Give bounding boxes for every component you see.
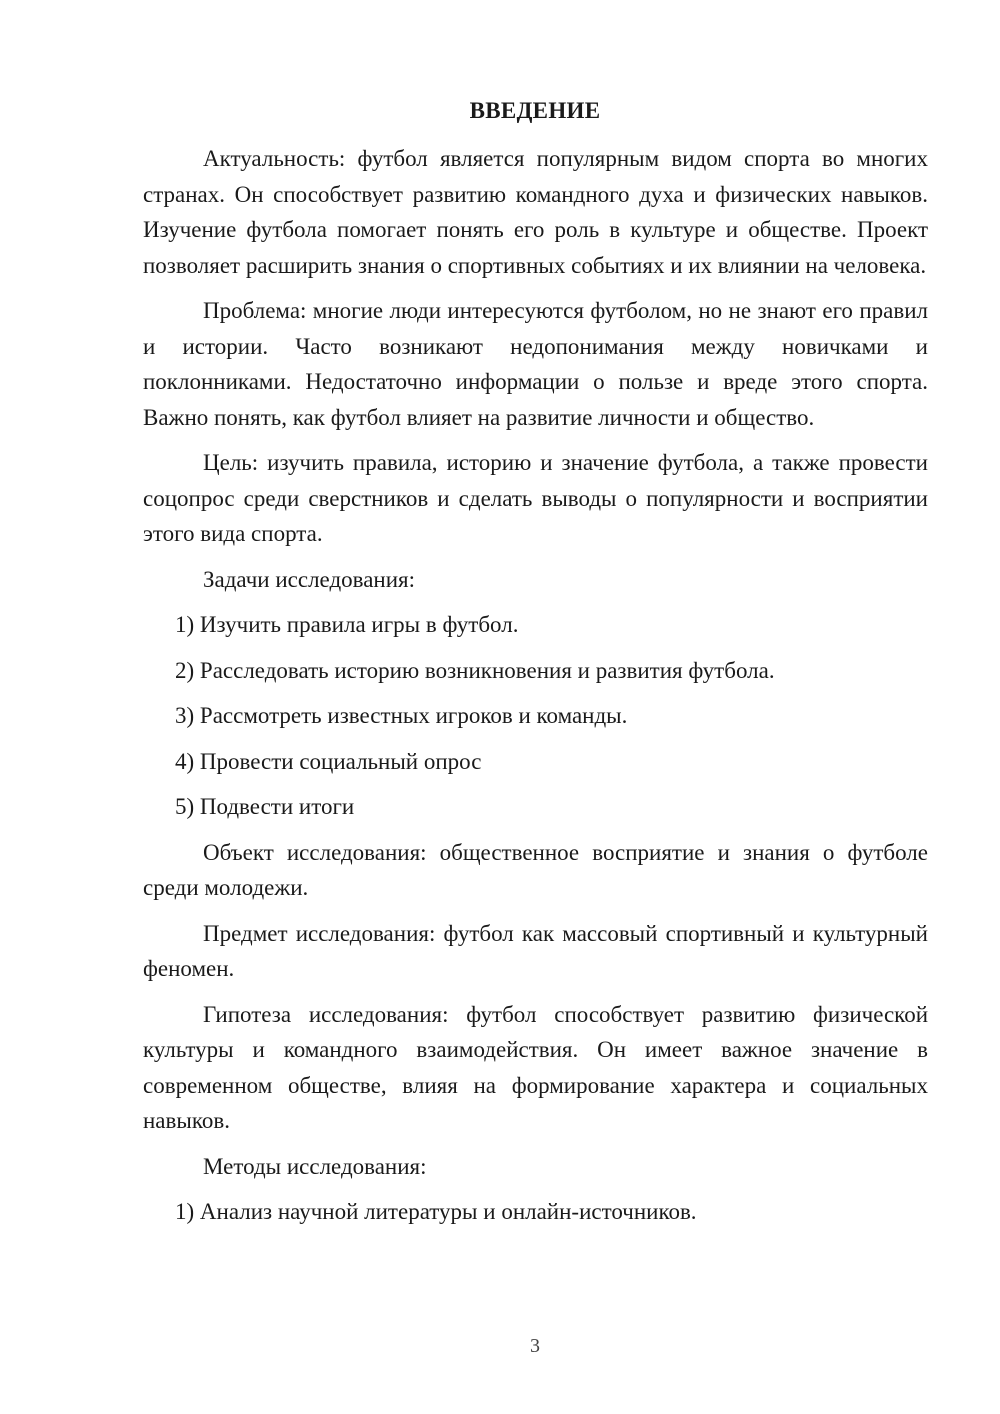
list-item: 5) Подвести итоги bbox=[175, 794, 355, 819]
page-number: 3 bbox=[530, 1335, 540, 1357]
page-title: ВВЕДЕНИЕ bbox=[469, 98, 601, 123]
paragraph-relevance: Актуальность: футбол является популярным видом спорта во многих странах. Он способствует развитию командного духа и физических навыков. Изучение футбола помогает понять его роль в культуре и обществе. Проект позволяет расширить знания о спортивных событиях и их влиянии на человека. bbox=[143, 146, 928, 278]
paragraph-object: Объект исследования: общественное восприятие и знания о футболе среди молодежи. bbox=[143, 839, 928, 900]
paragraph-goal: Цель: изучить правила, историю и значение футбола, а также провести соцопрос среди сверстников и сделать выводы о популярности и восприятии этого вида спорта. bbox=[143, 450, 928, 546]
document-body bbox=[143, 141, 928, 1230]
paragraph-hypothesis: Гипотеза исследования: футбол способствует развитию физической культуры и командного взаимодействия. Он имеет важное значение в современном обществе, влияя на формирование характера и социальных навыков. bbox=[143, 1001, 928, 1133]
list-item: 1) Анализ научной литературы и онлайн-источников. bbox=[175, 1199, 697, 1224]
list-item: 2) Расследовать историю возникновения и развития футбола. bbox=[175, 657, 775, 683]
methods-label: Методы исследования: bbox=[203, 1153, 427, 1179]
list-item: 3) Рассмотреть известных игроков и команды. bbox=[175, 703, 628, 728]
methods-list bbox=[143, 1194, 928, 1230]
paragraph-problem: Проблема: многие люди интересуются футболом, но не знают его правил и истории. Часто возникают недопонимания между новичками и поклонниками. Недостаточно информации о пользе и вреде этого спорта. Важно понять, как футбол влияет на развитие личности и общество. bbox=[143, 298, 928, 430]
paragraph-subject: Предмет исследования: футбол как массовый спортивный и культурный феномен. bbox=[143, 920, 928, 981]
list-item: 4) Провести социальный опрос bbox=[175, 748, 482, 774]
list-item: 1) Изучить правила игры в футбол. bbox=[175, 612, 519, 637]
tasks-label: Задачи исследования: bbox=[203, 566, 416, 592]
tasks-list bbox=[143, 607, 928, 825]
